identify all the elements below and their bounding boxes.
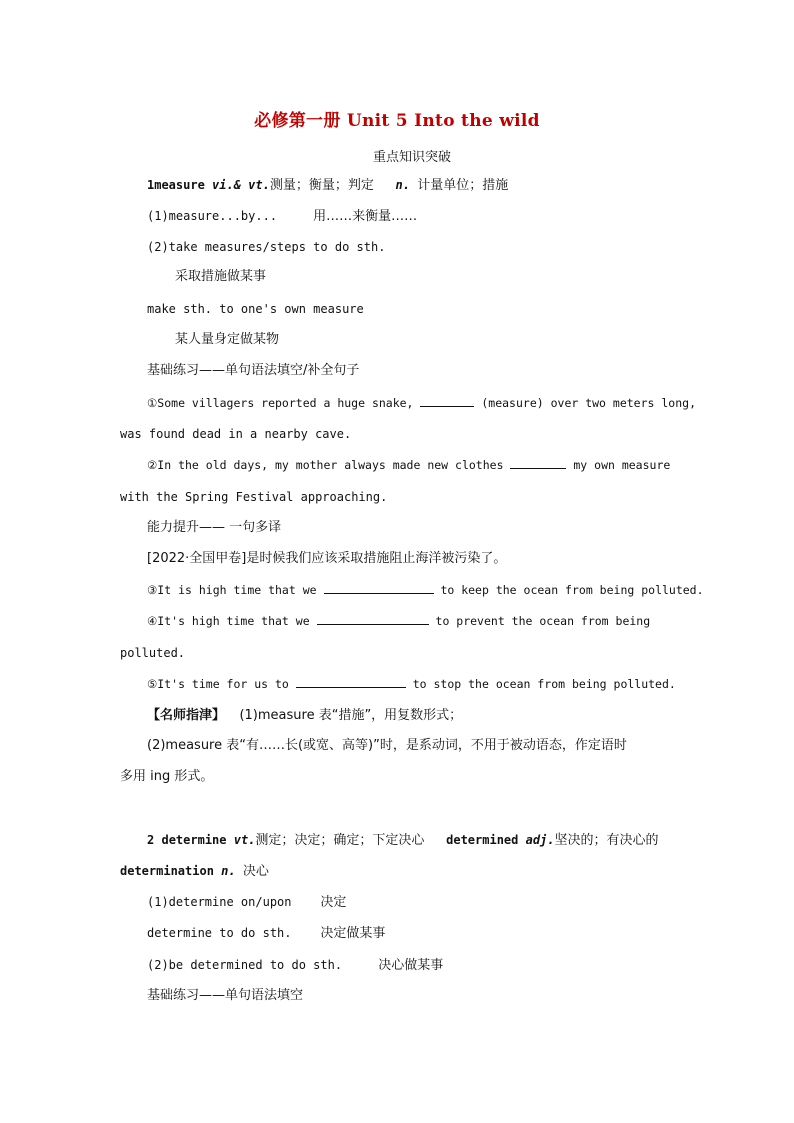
question-4-cont: polluted.	[120, 646, 186, 660]
question-text: ④It's high time that we	[147, 614, 310, 628]
document-title: 必修第一册 Unit 5 Into the wild	[254, 111, 540, 131]
practice-heading: 基础练习——单句语法填空/补全句子	[147, 363, 360, 378]
phrase-translation: 某人量身定做某物	[175, 332, 280, 347]
answer-blank[interactable]	[420, 394, 474, 407]
question-3	[147, 581, 704, 599]
phrase-line	[147, 924, 687, 943]
question-5	[147, 675, 687, 693]
entry-meaning: 测量；衡量；判定	[269, 178, 374, 193]
tip-text: (2)measure 表“有……长(或宽、高等)”时，是系动词，不用于被动语态，作定语时	[147, 738, 627, 753]
question-2	[147, 456, 687, 474]
question-text: (measure) over two meters long,	[481, 396, 696, 410]
ability-heading: 能力提升—— 一句多译	[147, 520, 282, 535]
part-of-speech: vt.	[233, 833, 256, 847]
entry-word: determined	[446, 833, 519, 847]
entry-meaning: 决心	[242, 864, 269, 879]
entry-meaning: 坚决的；有决心的	[554, 833, 659, 848]
part-of-speech: adj.	[525, 833, 555, 847]
question-text: ②In the old days, my mother always made new clothes	[147, 458, 504, 472]
entry-number: 1	[147, 178, 155, 192]
entry-meaning: 测定；决定；确定；下定决心	[255, 833, 425, 848]
tip-label: 【名师指津】	[147, 708, 226, 723]
answer-blank[interactable]	[510, 456, 566, 469]
phrase-text: (2)take measures/steps to do sth.	[147, 240, 386, 254]
section-subtitle: 重点知识突破	[372, 150, 451, 165]
tip-text: 多用 ing 形式。	[120, 769, 214, 784]
phrase-translation: 决定做某事	[320, 926, 386, 941]
phrase-text: determine to do sth.	[147, 926, 292, 940]
phrase-line	[147, 300, 687, 318]
entry-number: 2	[147, 833, 155, 847]
entry-word: determine	[161, 833, 227, 847]
phrase-text: (1)measure...by...	[147, 209, 278, 223]
phrase-text: (2)be determined to do sth.	[147, 958, 343, 972]
phrase-line	[147, 207, 687, 226]
entry-determination	[120, 862, 674, 881]
question-text: to stop the ocean from being polluted.	[412, 677, 676, 691]
part-of-speech: n.	[221, 864, 236, 878]
question-2-cont: with the Spring Festival approaching.	[120, 490, 388, 504]
question-4	[147, 612, 687, 630]
part-of-speech: n.	[395, 178, 410, 192]
answer-blank[interactable]	[324, 581, 434, 594]
question-1	[147, 394, 696, 412]
exam-source: [2022·全国甲卷]是时候我们应该采取措施阻止海洋被污染了。	[147, 551, 507, 566]
phrase-line	[147, 956, 687, 975]
entry-determine	[147, 831, 687, 850]
entry-word: measure	[154, 178, 205, 192]
phrase-text: make sth. to one's own measure	[147, 302, 364, 316]
tip-text: (1)measure 表“措施”，用复数形式；	[239, 708, 463, 723]
phrase-line	[147, 238, 687, 256]
question-1-cont: was found dead in a nearby cave.	[120, 427, 352, 441]
phrase-text: (1)determine on/upon	[147, 895, 292, 909]
entry-word: determination	[120, 864, 214, 878]
teacher-tip	[147, 706, 687, 725]
part-of-speech: vi.& vt.	[212, 178, 270, 192]
phrase-translation: 决定	[320, 895, 347, 910]
entry-meaning: 计量单位；措施	[417, 178, 509, 193]
question-text: to keep the ocean from being polluted.	[440, 583, 704, 597]
phrase-translation: 用……来衡量……	[313, 209, 418, 224]
practice-heading: 基础练习——单句语法填空	[147, 988, 304, 1003]
question-text: ⑤It's time for us to	[147, 677, 289, 691]
question-text: my own measure	[573, 458, 671, 472]
answer-blank[interactable]	[296, 675, 406, 688]
phrase-translation: 决心做某事	[378, 958, 444, 973]
entry-measure	[147, 176, 687, 195]
phrase-line	[147, 893, 687, 912]
question-text: to prevent the ocean from being	[435, 614, 651, 628]
question-text: ①Some villagers reported a huge snake,	[147, 396, 414, 410]
question-text: ③It is high time that we	[147, 583, 317, 597]
answer-blank[interactable]	[317, 612, 429, 625]
phrase-translation: 采取措施做某事	[175, 269, 267, 284]
